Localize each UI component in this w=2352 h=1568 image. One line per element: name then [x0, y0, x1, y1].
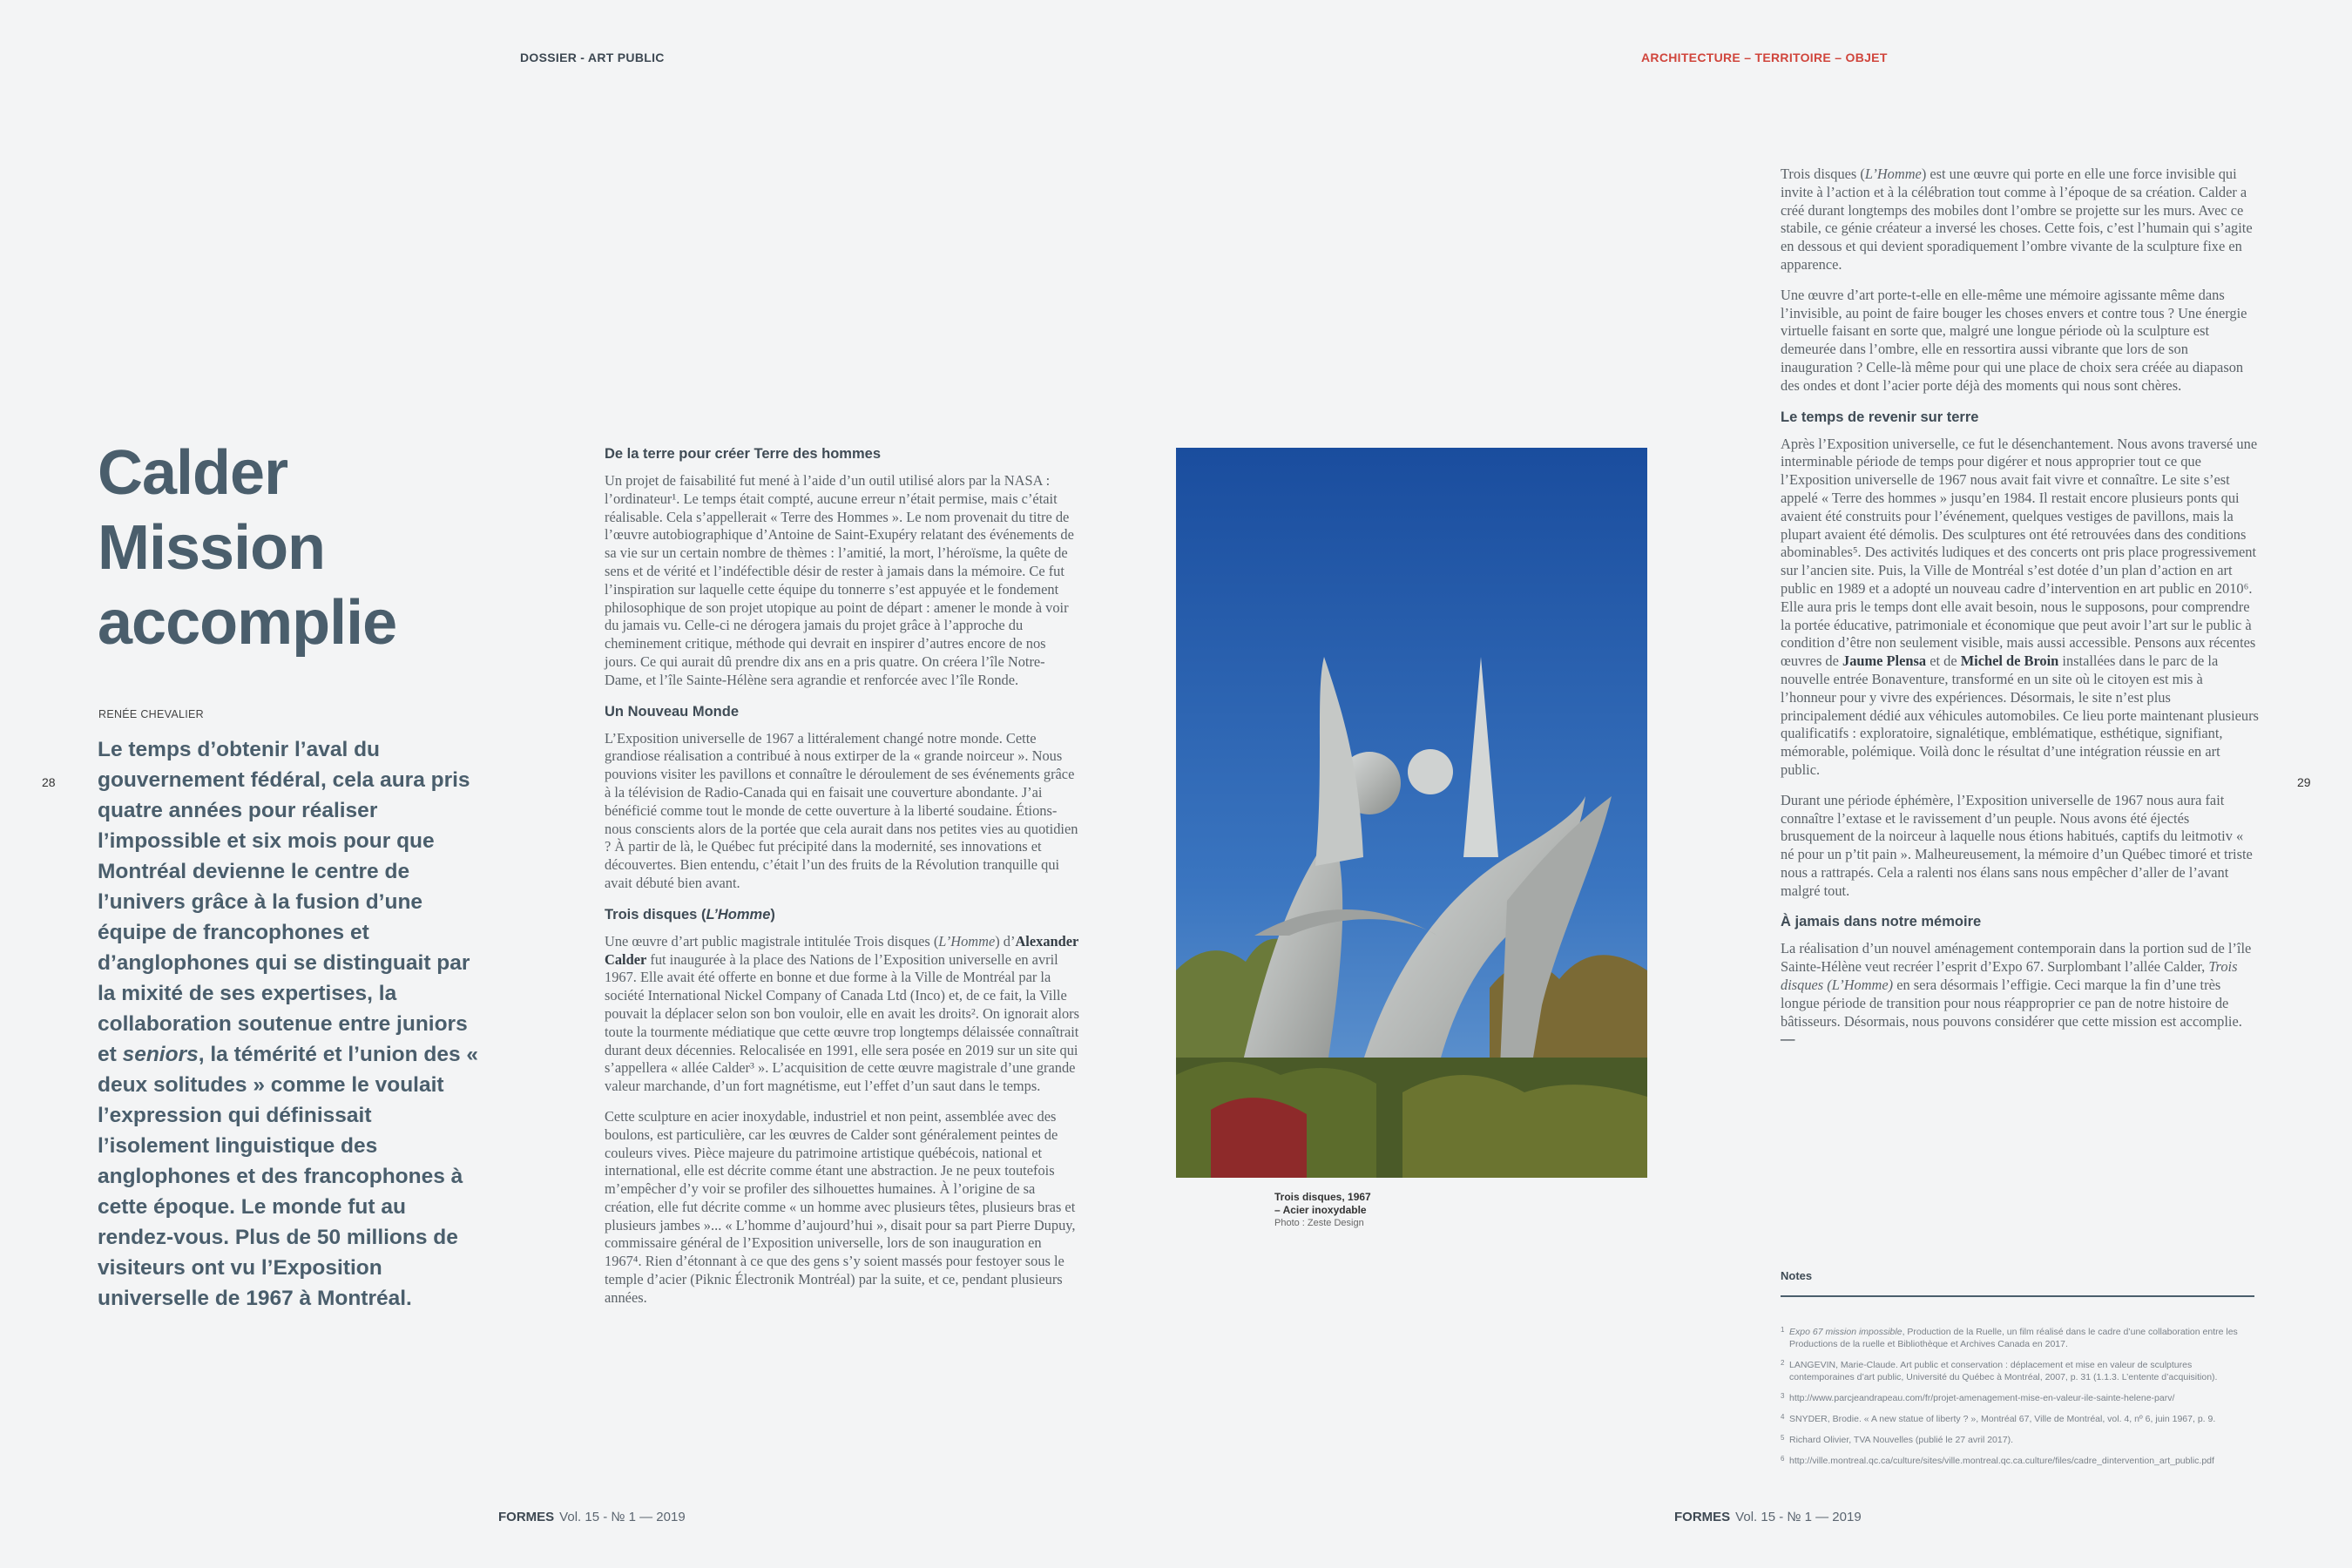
artist-name: Michel de Broin: [1960, 652, 2059, 670]
paragraph: Cette sculpture en acier inoxydable, industriel et non peint, assemblée avec des boulons, est particulière, car les œuvres de Calder sont généralement peintes de couleurs vives. Pièce majeure du patrimoine artistique québécois, national et international, elle est décrite comme étant une abstraction. Je ne peux toutefois m’empêcher d’y voir se profiler des silhouettes humaines. À l’origine de sa création, elle fut décrite comme « un homme avec plusieurs têtes, plusieurs bras et plusieurs jambes »... « L’homme d’aujourd’hui », disait pour sa part Pierre Dupuy, commissaire général de l’Exposition universelle, lors de son inauguration en 1967⁴. Rien d’étonnant à ce que des gens s’y soient massés pour festoyer sous le temple d’acier (Piknic Électronik Montréal) par la suite, et ce, pendant plusieurs années.: [605, 1107, 1076, 1306]
photo-credit: Photo : Zeste Design: [1274, 1218, 1364, 1228]
paragraph: Une œuvre d’art public magistrale intitulée Trois disques (L’Homme) d’Alexander Calder fut inaugurée à la place des Nations de l’Exposition universelle en avril 1967. Elle avait été offerte en bonne et due forme à la Ville de Montréal par la société International Nickel Company of Canada Ltd (Inco) et, de ce fait, la Ville pouvait la déplacer selon son bon vouloir, elle en avait les droits². On ignorait alors toute la tourmente médiatique que cette œuvre trop longtemps délaissée connaîtrait durant deux décennies. Relocalisée en 1991, elle sera posée en 2019 sur un site qui s’appellera « allée Calder³ ». L’acquisition de cette œuvre magistrale d’une grande valeur marchande, d’un fort magnétisme, eut l’effet d’un saut dans le temps.: [605, 932, 1080, 1095]
title-line: Mission: [98, 513, 326, 583]
section-heading: Le temps de revenir sur terre: [1781, 409, 1979, 425]
paragraph: Durant une période éphémère, l’Exposition universelle de 1967 nous aura fait connaître l’extase et le ravissement d’un peuple. Nous avons été éjectés brusquement de la noirceur à laquelle nous étions habitués, captifs du leitmotiv « né pour un p’tit pain ». Malheureusement, la mémoire d’un Québec timoré et triste nous a rattrapés. Cela a ralenti nos élans sans nous empêcher d’aller de l’avant malgré tout.: [1781, 791, 2253, 899]
section-heading: Trois disques (L’Homme): [605, 906, 775, 923]
caption-title: Trois disques, 1967: [1274, 1191, 1371, 1203]
note-item: 4 SNYDER, Brodie. « A new statue of liberty ? », Montréal 67, Ville de Montréal, vol. 4, nº 6, juin 1967, p. 9.: [1781, 1413, 2216, 1424]
end-mark: —: [1781, 1031, 1795, 1048]
paragraph: Trois disques (L’Homme) est une œuvre qui porte en elle une force invisible qui invite à l’action et à la célébration tout comme à l’époque de sa création. Calder a créé durant longtemps des mobiles dont l’ombre se projette sur les murs. Avec ce stabile, ce génie créateur a inversé les choses. Cette fois, c’est l’humain qui s’agite en dessous et qui devient sporadiquement l’ombre vivante de la sculpture fixe en apparence.: [1781, 166, 2253, 273]
title-line: accomplie: [98, 588, 397, 658]
section-heading: À jamais dans notre mémoire: [1781, 914, 1982, 930]
article-intro: Le temps d’obtenir l’aval du gouvernement fédéral, cela aura pris quatre années pour réaliser l’impossible et six mois pour que Montréal devienne le centre de l’univers grâce à la fusion d’une équipe de francophones et d’anglophones qui se distinguait par la mixité de ses expertises, la collaboration soutenue entre juniors et seniors, la témérité et l’union des « deux solitudes » comme le voulait l’expression qui définissait l’isolement linguistique des anglophones et des francophones à cette époque. Le monde fut au rendez-vous. Plus de 50 millions de visiteurs ont vu l’Exposition universelle de 1967 à Montréal.: [98, 738, 479, 1310]
sculpture-photo: [1176, 448, 1647, 1178]
paragraph: Une œuvre d’art porte-t-elle en elle-même une mémoire agissante même dans l’invisible, au point de faire bouger les choses envers et contre tous ? Une énergie virtuelle faisant en sorte que, malgré une longue période où la sculpture est demeurée dans l’ombre, elle en ressortira aussi vibrante que lors de son inauguration ? Celle-là même pour qui une place de choix sera créée au diapason des ondes et dont l’acier porte déjà des moments qui nous sont chères.: [1781, 286, 2247, 394]
note-item: 2 LANGEVIN, Marie-Claude. Art public et conservation : déplacement et mise en valeur de sculptures contemporaines d’art public, Université du Québec à Montréal, 2007, p. 31 (1.1.3. L’entente d’acquisition).: [1781, 1359, 2218, 1382]
paragraph: La réalisation d’un nouvel aménagement contemporain dans la portion sud de l’île Sainte-Hélène veut recréer l’esprit d’Expo 67. Surplombant l’allée Calder, Trois disques (L’Homme) en sera désormais l’effigie. Ceci marque la fin d’une très longue période de transition pour nous réapproprier ce pan de notre histoire de bâtisseurs. Désormais, nous pouvons considérer que cette mission est accomplie. —: [1781, 940, 2252, 1048]
running-head-left: DOSSIER - ART PUBLIC: [520, 51, 665, 64]
artist-name: Alexander Calder: [605, 932, 1079, 968]
calder-sculpture-image: [1176, 448, 1647, 1178]
article-title: [98, 436, 498, 660]
note-item: 6 http://ville.montreal.qc.ca/culture/sites/ville.montreal.qc.ca.culture/files/cadre_dintervention_art_public.pdf: [1781, 1455, 2214, 1466]
text-column-3: [1781, 166, 2260, 1061]
notes-divider: [1781, 1295, 2254, 1297]
footer-left: [498, 1510, 686, 1524]
paragraph: Un projet de faisabilité fut mené à l’aide d’un outil utilisé alors par la NASA : l’ordinateur¹. Le temps était compté, aucune erreur n’était permise, mais c’était réalisable. Cela s’appellerait « Terre des Hommes ». Le nom provenait du titre de l’œuvre autobiographique d’Antoine de Saint-Exupéry relatant des événements de sa vie sur un certain nombre de thèmes : l’amitié, la mort, l’héroïsme, la quête de sens et de vérité et l’indéfectible désir de rester à jamais dans la mémoire. Ce fut l’inspiration sur laquelle cette équipe du tonnerre s’est appuyée et le fondement philosophique de son projet utopique au point de départ : amener le monde à voir du jamais vu. Celle-ci ne dérogera jamais du projet grâce à l’approche du cheminement critique, méthode qui devrait en inspirer d’autres encore de nos jours. Ce qui aurait dû prendre dix ans en a pris quatre. On créera l’île Notre-Dame, et l’île Sainte-Hélène sera agrandie et renforcée avec l’île Ronde.: [605, 472, 1074, 688]
text-column-1: [605, 444, 1079, 1320]
paragraph: Après l’Exposition universelle, ce fut le désenchantement. Nous avons traversé une interminable période de temps pour digérer et nous approprier tout ce que l’Exposition universelle de 1967 nous avait fait vivre et connaître. Le site s’est appelé « Terre des hommes » jusqu’en 1984. Il restait encore plusieurs ponts qui avaient été construits pour l’événement, quelques vestiges de pavillons, mais la plupart avaient été démolis. Des sculptures ont été retrouvées dans des conditions abominables⁵. Des activités ludiques et des concerts ont pris place progressivement sur l’ancien site. Puis, la Ville de Montréal s’est dotée d’un plan d’action en art public en 1989 et a adopté un nouveau cadre d’intervention en art public en 2010⁶. Elle aura pris le temps dont elle avait besoin, nous le supposons, pour comprendre la portée éducative, patrimoniale et économique que peut avoir l’art sur le public à condition d’être non seulement visible, mais aussi accessible. Pensons aux récentes œuvres de Jaume Plensa et de Michel de Broin installées dans le parc de la nouvelle entrée Bonaventure, transformé en un site où le citoyen est mis à l’honneur pour y vivre des expériences. Désormais, le site n’est plus principalement dédié aux véhicules automobiles. Ce lieu porte maintenant plusieurs qualificatifs : exploratoire, signalétique, emblématique, esthétique, signifiant, mémorable, polémique. Voilà donc le résultat d’une intégration réussie en art public.: [1781, 435, 2259, 778]
caption-material: – Acier inoxydable: [1274, 1204, 1367, 1216]
intro-emphasis: seniors: [122, 1043, 199, 1066]
section-heading: De la terre pour créer Terre des hommes: [605, 446, 881, 462]
artist-name: Jaume Plensa: [1842, 652, 1927, 670]
title-line: Calder: [98, 438, 288, 508]
footer-brand: FORMES: [1674, 1510, 1731, 1524]
notes-list: [1781, 1326, 2254, 1476]
footer-issue: Vol. 15 - № 1 — 2019: [559, 1510, 686, 1524]
note-item: 5 Richard Olivier, TVA Nouvelles (publié le 27 avril 2017).: [1781, 1434, 2013, 1445]
notes-heading: Notes: [1781, 1269, 1813, 1282]
article-author: RENÉE CHEVALIER: [98, 708, 204, 720]
photo-caption: [1274, 1191, 1371, 1230]
page-number-left: 28: [42, 775, 56, 789]
note-item: 1 Expo 67 mission impossible, Production de la Ruelle, un film réalisé dans le cadre d’une collaboration entre les Productions de la ruelle et Bibliothèque et Archives Canada en 2017.: [1781, 1326, 2238, 1349]
section-heading: Un Nouveau Monde: [605, 703, 740, 720]
running-head-right: ARCHITECTURE – TERRITOIRE – OBJET: [1641, 51, 1888, 64]
paragraph: L’Exposition universelle de 1967 a littéralement changé notre monde. Cette grandiose réalisation a contribué à nous extirper de la « grande noirceur ». Nous pouvions visiter les pavillons et connaître le déroulement de ses événements grâce à la télévision de Radio-Canada qui en faisait une couverture abondante. J’ai bénéficié comme tout le monde de cette ouverture à la liberté soudaine. Étions-nous conscients alors de la portée que cela aurait dans nos petites vies au quotidien ? À partir de là, le Québec fut précipité dans la modernité, ses innovations et découvertes. Bien entendu, c’était l’un des fruits de la Révolution tranquille qui avait débuté bien avant.: [605, 729, 1078, 891]
footer-brand: FORMES: [498, 1510, 555, 1524]
page-number-right: 29: [2297, 775, 2311, 789]
note-item: 3 http://www.parcjeandrapeau.com/fr/projet-amenagement-mise-en-valeur-ile-sainte-helene-parv/: [1781, 1392, 2175, 1403]
footer-issue: Vol. 15 - № 1 — 2019: [1735, 1510, 1862, 1524]
footer-right: [1674, 1510, 1862, 1524]
